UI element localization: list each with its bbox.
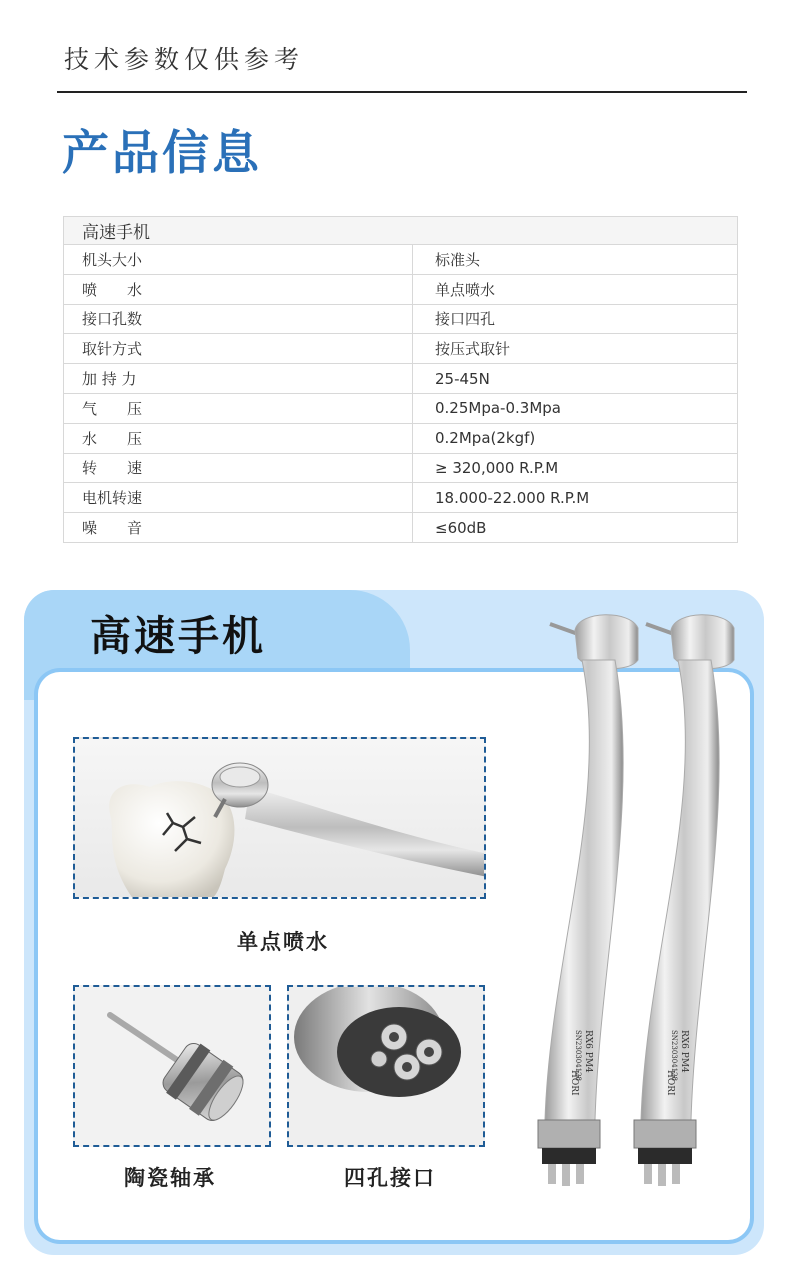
feature-panel-title: 高速手机 bbox=[90, 612, 266, 660]
caption-ceramic-bearing: 陶瓷轴承 bbox=[124, 1162, 216, 1192]
table-row bbox=[64, 393, 738, 423]
bearing-shaft bbox=[110, 1015, 180, 1062]
table-row bbox=[64, 245, 738, 275]
spec-label: 水 压 bbox=[64, 423, 413, 453]
spec-value: 25-45N bbox=[413, 364, 738, 394]
spec-value: 0.25Mpa-0.3Mpa bbox=[413, 393, 738, 423]
model-label: RX6 PM4 bbox=[583, 1030, 593, 1073]
bearing-rotor bbox=[158, 1038, 251, 1128]
spec-label: 噪 音 bbox=[64, 513, 413, 543]
table-row bbox=[64, 453, 738, 483]
spec-label: 机头大小 bbox=[64, 245, 413, 275]
caption-water-spray: 单点喷水 bbox=[237, 926, 329, 956]
bearing-illustration bbox=[75, 987, 271, 1147]
spec-value: 18.000-22.000 R.P.M bbox=[413, 483, 738, 513]
spec-label: 接口孔数 bbox=[64, 304, 413, 334]
spec-value: 接口四孔 bbox=[413, 304, 738, 334]
spec-value: 单点喷水 bbox=[413, 274, 738, 304]
ceramic-bearing-image bbox=[73, 985, 271, 1147]
spec-value: ≤60dB bbox=[413, 513, 738, 543]
header-divider bbox=[57, 91, 747, 93]
spec-value: 按压式取针 bbox=[413, 334, 738, 364]
caption-four-hole-connector: 四孔接口 bbox=[344, 1162, 436, 1192]
spec-label: 气 压 bbox=[64, 393, 413, 423]
spec-label: 取针方式 bbox=[64, 334, 413, 364]
spec-table bbox=[63, 216, 738, 543]
spec-value: 0.2Mpa(2kgf) bbox=[413, 423, 738, 453]
four-hole-connector-image bbox=[287, 985, 485, 1147]
tooth-shape bbox=[109, 781, 234, 899]
serial-label: SN230304128 bbox=[574, 1030, 582, 1082]
model-label: RX6 PM4 bbox=[679, 1030, 689, 1073]
table-row bbox=[64, 304, 738, 334]
spec-label: 电机转速 bbox=[64, 483, 413, 513]
handpiece-shank bbox=[245, 787, 486, 877]
table-row bbox=[64, 334, 738, 364]
spec-value: ≥ 320,000 R.P.M bbox=[413, 453, 738, 483]
brand-label: HORI bbox=[665, 1070, 675, 1096]
table-row bbox=[64, 364, 738, 394]
handpiece-right bbox=[634, 615, 734, 1186]
water-spray-image bbox=[73, 737, 486, 899]
spec-table-title: 高速手机 bbox=[64, 217, 738, 245]
spec-table-header-row bbox=[64, 217, 738, 245]
spec-label: 转 速 bbox=[64, 453, 413, 483]
table-row bbox=[64, 274, 738, 304]
tooth-handpiece-illustration bbox=[75, 739, 486, 899]
handpiece-left bbox=[538, 615, 638, 1186]
connector-illustration bbox=[289, 987, 485, 1147]
spec-label: 加 持 力 bbox=[64, 364, 413, 394]
serial-label: SN230304128 bbox=[670, 1030, 678, 1082]
reference-note: 技术参数仅供参考 bbox=[64, 45, 305, 74]
spec-label: 喷 水 bbox=[64, 274, 413, 304]
spec-value: 标准头 bbox=[413, 245, 738, 275]
connector-pin bbox=[371, 1051, 387, 1067]
table-row bbox=[64, 513, 738, 543]
brand-label: HORI bbox=[569, 1070, 579, 1096]
table-row bbox=[64, 483, 738, 513]
table-row bbox=[64, 423, 738, 453]
product-info-title: 产品信息 bbox=[62, 126, 262, 181]
handpiece-product-illustration bbox=[520, 600, 780, 1220]
